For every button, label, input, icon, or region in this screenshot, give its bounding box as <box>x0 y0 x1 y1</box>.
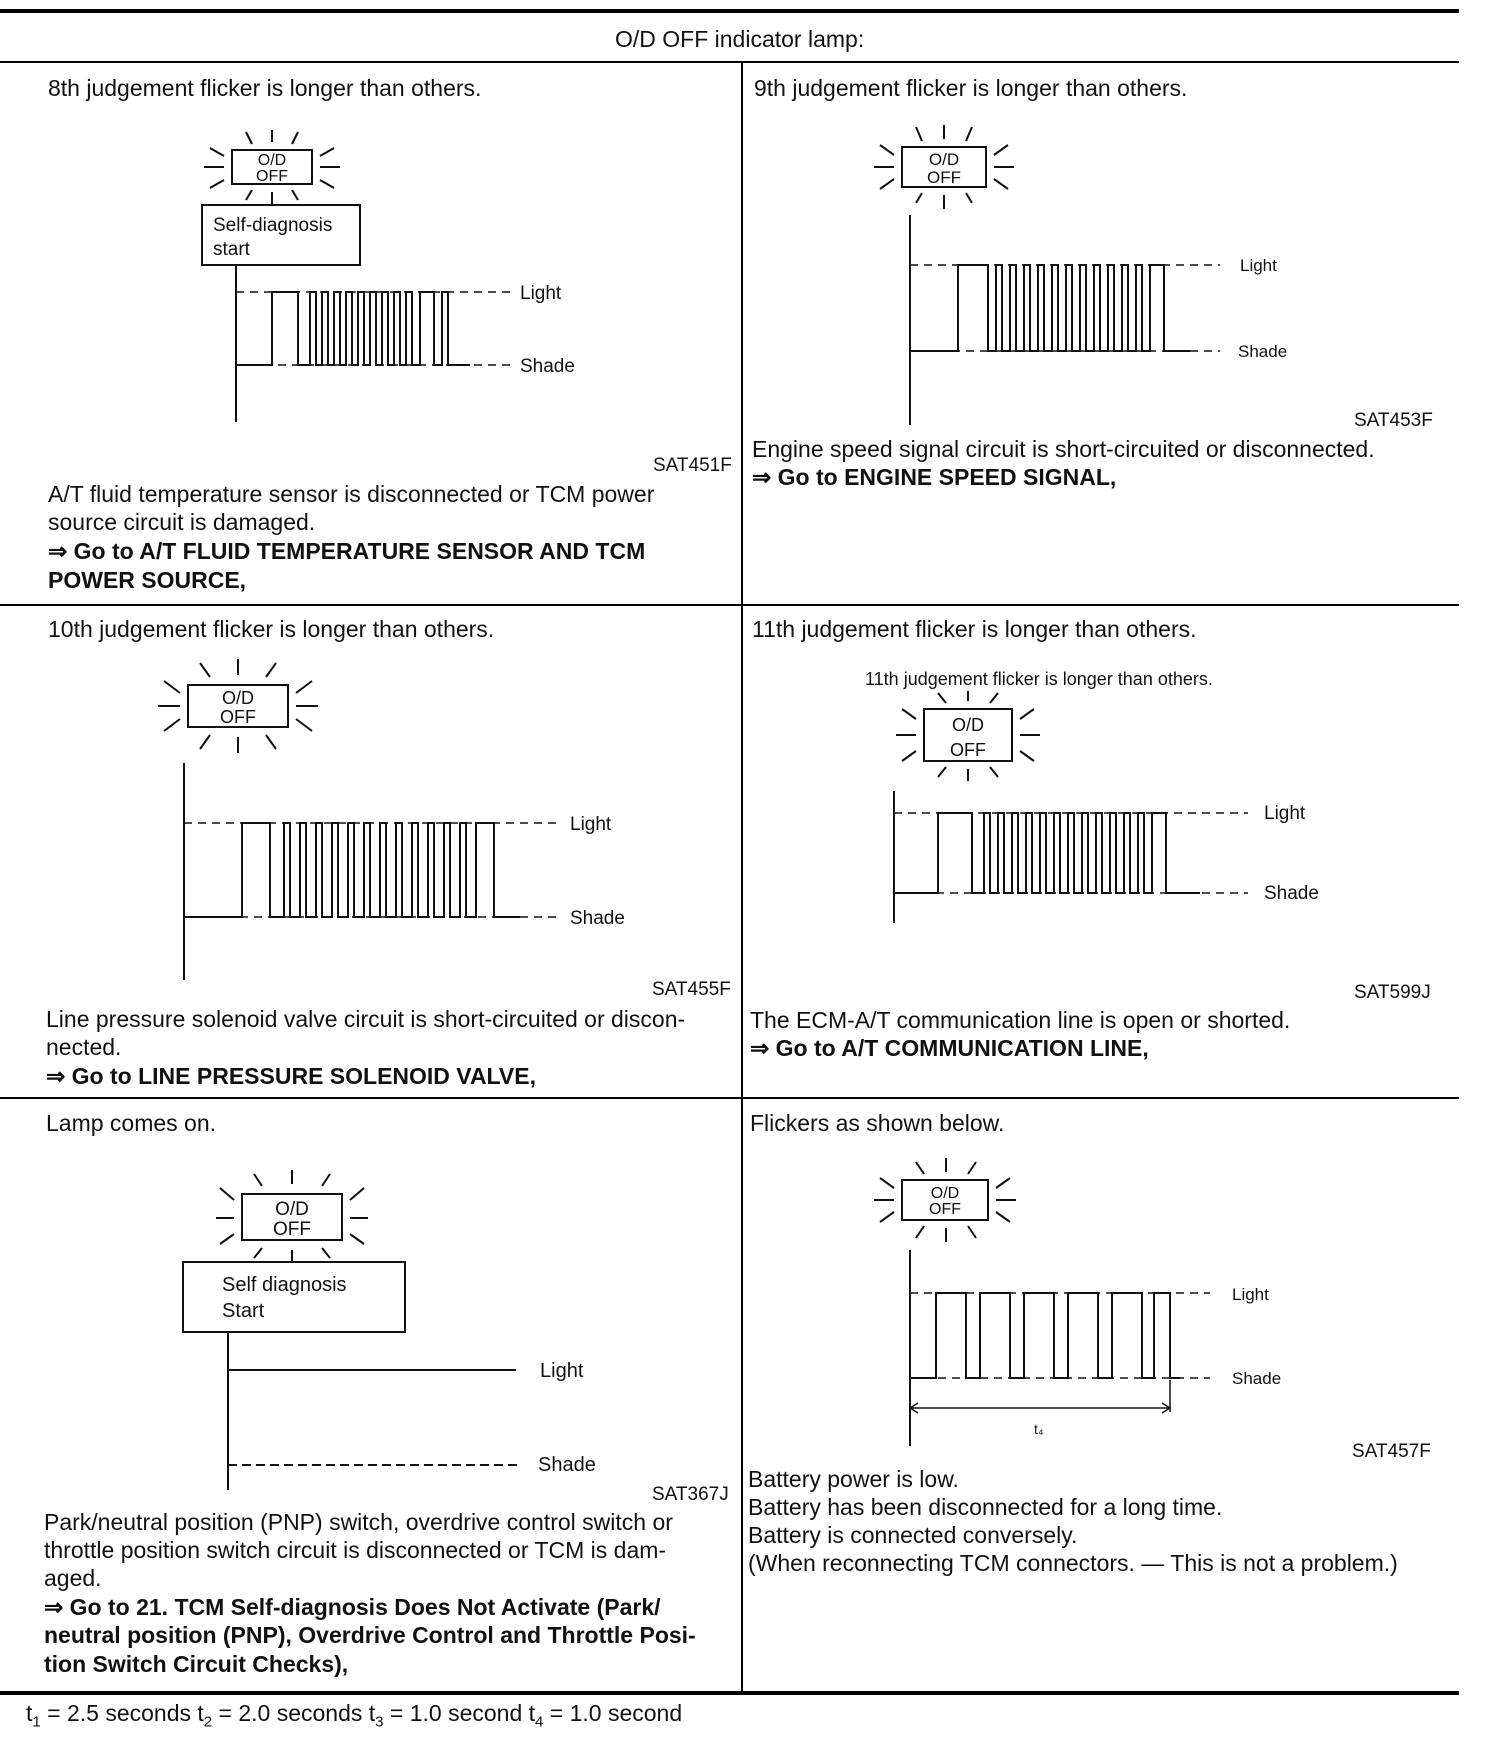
lamp-text-off: OFF <box>950 740 986 760</box>
t2-subscript: 2 <box>203 1713 213 1731</box>
flicker-waveform <box>894 813 1200 893</box>
cell-8th-heading: 8th judgement flicker is longer than others. <box>48 75 482 101</box>
self-diagnosis-box <box>183 1262 405 1332</box>
cell-flickers-figure <box>870 1150 1310 1450</box>
cell-10th-action-1: ⇒ Go to LINE PRESSURE SOLENOID VALVE, <box>46 1063 536 1089</box>
cell-flickers-text-3: Battery is connected conversely. <box>748 1522 1078 1548</box>
shade-label: Shade <box>1232 1369 1282 1388</box>
cell-10th-heading: 10th judgement flicker is longer than others. <box>48 616 495 642</box>
cell-9th-action-1: ⇒ Go to ENGINE SPEED SIGNAL, <box>752 464 1117 490</box>
cell-10th-text-1: Line pressure solenoid valve circuit is short-circuited or discon- <box>46 1006 686 1032</box>
lamp-text-od: O/D <box>930 1185 960 1202</box>
shade-label: Shade <box>1264 883 1319 904</box>
cell-11th-figure <box>865 665 1360 935</box>
cell-flickers-text-2: Battery has been disconnected for a long time. <box>748 1494 1223 1520</box>
light-label: Light <box>540 1360 584 1382</box>
cell-11th-text-1: The ECM-A/T communication line is open or shorted. <box>750 1007 1291 1033</box>
figure-code: SAT599J <box>1354 982 1431 1003</box>
self-diagnosis-label-1: Self-diagnosis <box>213 215 333 236</box>
cell-8th-text-2: source circuit is damaged. <box>48 509 316 535</box>
od-off-lamp-icon <box>158 659 318 753</box>
lamp-text-off: OFF <box>927 168 961 187</box>
cell-lamp-on-action-3: tion Switch Circuit Checks), <box>44 1651 349 1677</box>
cell-lamp-on-heading: Lamp comes on. <box>46 1110 217 1136</box>
t-symbol: t <box>197 1700 204 1726</box>
light-label: Light <box>520 283 562 304</box>
self-diagnosis-label-2: start <box>213 239 250 260</box>
cell-11th-heading: 11th judgement flicker is longer than others. <box>752 616 1197 642</box>
lamp-text-off: OFF <box>256 168 288 185</box>
cell-flickers-heading: Flickers as shown below. <box>750 1110 1005 1136</box>
top-rule <box>0 9 1459 13</box>
light-label: Light <box>570 814 612 835</box>
cell-11th-action-1: ⇒ Go to A/T COMMUNICATION LINE, <box>750 1035 1149 1061</box>
od-off-lamp-icon <box>874 125 1014 209</box>
cell-lamp-on-text-3: aged. <box>44 1565 102 1591</box>
lamp-text-off: OFF <box>929 1201 961 1218</box>
lamp-text-od: O/D <box>221 688 255 708</box>
t1-value: 2.5 seconds <box>66 1700 191 1726</box>
t3-value: 1.0 second <box>409 1700 523 1726</box>
column-divider <box>741 62 743 1692</box>
lamp-text-od: O/D <box>257 152 287 169</box>
inner-caption: 11th judgement flicker is longer than others. <box>865 669 1213 689</box>
cell-9th-text-1: Engine speed signal circuit is short-circuited or disconnected. <box>752 436 1375 462</box>
shade-label: Shade <box>570 908 625 929</box>
t-symbol: t <box>368 1700 376 1726</box>
shade-label: Shade <box>538 1454 596 1476</box>
od-off-lamp-icon <box>874 1158 1016 1242</box>
figure-code: SAT451F <box>653 455 732 476</box>
equals: = <box>543 1700 570 1726</box>
light-label: Light <box>1240 256 1277 275</box>
t-symbol: t <box>26 1700 33 1726</box>
flicker-waveform <box>910 1293 1180 1378</box>
lamp-text-od: O/D <box>928 150 960 169</box>
cell-10th-text-2: nected. <box>46 1034 122 1060</box>
t1-subscript: 1 <box>32 1713 41 1731</box>
equals: = <box>383 1700 410 1726</box>
table-title: O/D OFF indicator lamp: <box>615 26 865 52</box>
cell-8th-text-1: A/T fluid temperature sensor is disconnected or TCM power <box>48 481 655 507</box>
t4-value: 1.0 second <box>569 1700 683 1726</box>
flicker-waveform <box>910 265 1190 351</box>
equals: = <box>40 1700 67 1726</box>
od-off-lamp-icon <box>204 130 340 204</box>
cell-lamp-on-text-2: throttle position switch circuit is disconnected or TCM is dam- <box>44 1537 667 1563</box>
od-off-lamp-icon <box>216 1170 368 1262</box>
shade-label: Shade <box>1238 342 1288 361</box>
row-divider-2 <box>0 1097 1459 1099</box>
row-divider-1 <box>0 604 1459 606</box>
footer-timing-legend <box>26 1700 682 1731</box>
t3-subscript: 3 <box>375 1713 384 1731</box>
cell-8th-figure <box>180 120 600 430</box>
t2-value: 2.0 seconds <box>238 1700 363 1726</box>
cell-lamp-on-action-1: ⇒ Go to 21. TCM Self-diagnosis Does Not Activate (Park/ <box>44 1594 661 1620</box>
shade-label: Shade <box>520 356 575 377</box>
header-divider <box>0 61 1459 63</box>
self-diagnosis-label-2: Start <box>222 1300 265 1322</box>
t-symbol: t <box>528 1700 536 1726</box>
figure-code: SAT367J <box>652 1484 729 1505</box>
cell-flickers-text-1: Battery power is low. <box>748 1466 959 1492</box>
cell-9th-figure <box>860 115 1320 445</box>
figure-code: SAT457F <box>1352 1441 1431 1462</box>
cell-flickers-text-4: (When reconnecting TCM connectors. — This is not a problem.) <box>748 1550 1398 1576</box>
cell-8th-action-2: POWER SOURCE, <box>48 567 247 593</box>
bottom-rule <box>0 1691 1459 1695</box>
light-label: Light <box>1264 803 1306 824</box>
flicker-waveform <box>236 292 470 365</box>
equals: = <box>212 1700 239 1726</box>
cell-lamp-on-figure <box>180 1170 620 1490</box>
light-label: Light <box>1232 1285 1269 1304</box>
cell-10th-figure <box>150 655 650 990</box>
lamp-text-od: O/D <box>275 1199 309 1220</box>
lamp-text-off: OFF <box>273 1219 311 1240</box>
cell-lamp-on-text-1: Park/neutral position (PNP) switch, overdrive control switch or <box>44 1509 673 1535</box>
cell-8th-action-1: ⇒ Go to A/T FLUID TEMPERATURE SENSOR AND TCM <box>48 538 646 564</box>
flicker-waveform <box>184 823 520 917</box>
cell-lamp-on-action-2: neutral position (PNP), Overdrive Control and Throttle Posi- <box>44 1622 696 1648</box>
figure-code: SAT453F <box>1354 410 1433 431</box>
lamp-text-od: O/D <box>951 715 985 735</box>
lamp-text-off: OFF <box>220 707 256 727</box>
self-diagnosis-label-1: Self diagnosis <box>222 1274 347 1296</box>
t4-subscript: 4 <box>535 1713 544 1731</box>
cell-9th-heading: 9th judgement flicker is longer than others. <box>754 75 1188 101</box>
od-off-lamp-icon <box>896 691 1040 781</box>
t4-label: t₄ <box>1034 1421 1044 1437</box>
figure-code: SAT455F <box>652 979 731 1000</box>
